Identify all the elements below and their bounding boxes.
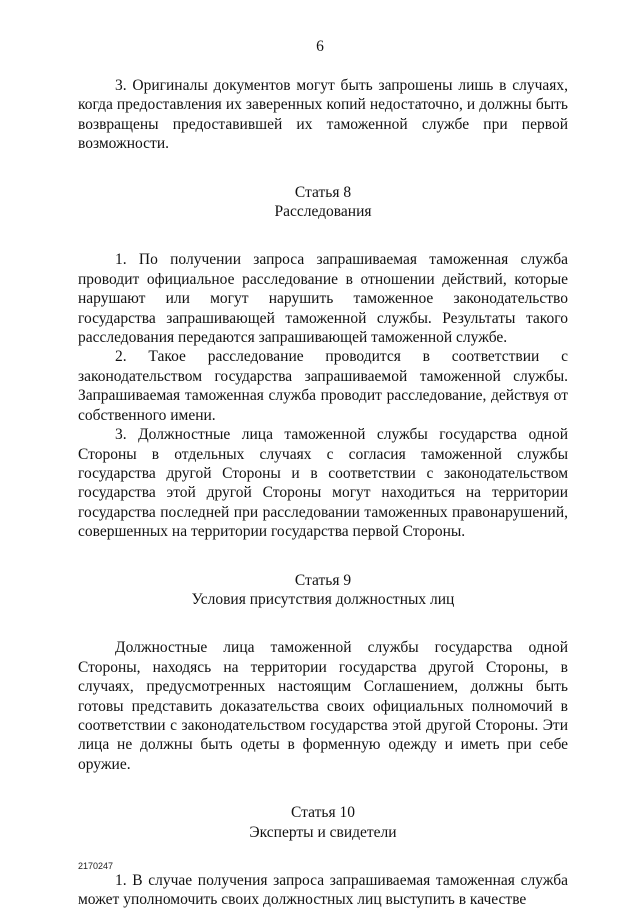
article10-paragraph-1: 1. В случае получения запроса запрашиваемая таможенная служба может уполномочить своих должностных лиц выступить в качестве <box>78 872 568 909</box>
article8-paragraph-3: 3. Должностные лица таможенной службы государства одной Стороны в отдельных случаях с согласия таможенной службы государства другой Стороны и в соответствии с законодательством государства этой другой Стороны могут находиться на территории государства последней при расследовании таможенных правонарушений, совершенных на территории государства первой Стороны. <box>78 426 568 541</box>
document-body <box>78 76 568 910</box>
article10-section <box>78 803 568 910</box>
article10-number: Статья 10 <box>291 804 355 822</box>
article9-section <box>78 571 568 775</box>
article9-number: Статья 9 <box>294 571 352 589</box>
article8-section <box>78 183 568 542</box>
article8-paragraph-2: 2. Такое расследование проводится в соответствии с законодательством государства запрашиваемой таможенной службы. Запрашиваемая таможенная служба проводит расследование, действуя от собственного имени. <box>78 348 568 424</box>
article8-title: Расследования <box>274 203 372 221</box>
article9-title: Условия присутствия должностных лиц <box>191 590 455 608</box>
article10-title: Эксперты и свидетели <box>249 823 397 841</box>
article8-paragraph-1: 1. По получении запроса запрашиваемая таможенная служба проводит официальное расследование в отношении действий, которые нарушают или могут нарушить таможенное законодательство государства запрашивающей таможенной службы. Результаты такого расследования передаются запрашивающей таможенной службе. <box>78 251 568 347</box>
article8-number: Статья 8 <box>294 183 352 201</box>
page-number: 6 <box>316 38 324 55</box>
article7-paragraph-3: 3. Оригиналы документов могут быть запрошены лишь в случаях, когда предоставления их заверенных копий недостаточно, и должны быть возвращены предоставившей их таможенной службе при первой возможности. <box>78 77 568 153</box>
article9-paragraph-1: Должностные лица таможенной службы государства одной Стороны, находясь на территории государства другой Стороны, в случаях, предусмотренных настоящим Соглашением, должны быть готовы представить доказательства своих официальных полномочий в соответствии с законодательством государства этой другой Стороны. Эти лица не должны быть одеты в форменную одежду и иметь при себе оружие. <box>78 639 568 773</box>
document-code: 2170247 <box>78 861 114 871</box>
